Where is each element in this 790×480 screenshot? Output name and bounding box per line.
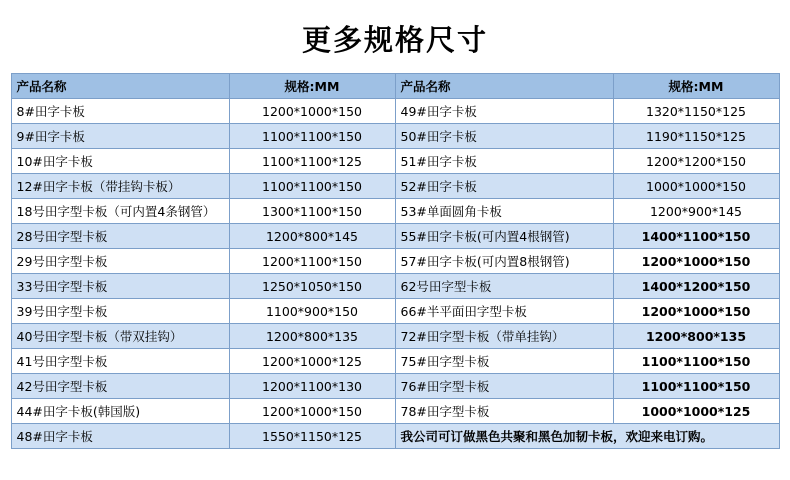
cell-spec: 1100*900*150: [229, 299, 395, 324]
cell-spec: 1100*1100*150: [613, 349, 779, 374]
cell-spec: 1200*1000*150: [229, 399, 395, 424]
cell-product-name: 12#田字卡板（带挂钩卡板）: [11, 174, 229, 199]
cell-spec: 1200*900*145: [613, 199, 779, 224]
cell-spec: 1320*1150*125: [613, 99, 779, 124]
table-row: [11, 174, 779, 199]
cell-product-name: 50#田字卡板: [395, 124, 613, 149]
table-row: [11, 99, 779, 124]
cell-spec: 1400*1200*150: [613, 274, 779, 299]
cell-product-name: 66#半平面田字型卡板: [395, 299, 613, 324]
cell-product-name: 39号田字型卡板: [11, 299, 229, 324]
footer-note: 我公司可订做黑色共聚和黑色加韧卡板，欢迎来电订购。: [395, 424, 779, 449]
cell-spec: 1000*1000*150: [613, 174, 779, 199]
header-spec-left: 规格:MM: [229, 74, 395, 99]
cell-product-name: 78#田字型卡板: [395, 399, 613, 424]
cell-spec: 1000*1000*125: [613, 399, 779, 424]
table-row: [11, 124, 779, 149]
cell-spec: 1200*1000*125: [229, 349, 395, 374]
table-row: [11, 299, 779, 324]
cell-spec: 1300*1100*150: [229, 199, 395, 224]
cell-product-name: 40号田字型卡板（带双挂钩）: [11, 324, 229, 349]
cell-product-name: 8#田字卡板: [11, 99, 229, 124]
cell-product-name: 76#田字型卡板: [395, 374, 613, 399]
cell-product-name: 10#田字卡板: [11, 149, 229, 174]
cell-spec: 1200*1100*150: [229, 249, 395, 274]
cell-spec: 1200*1000*150: [229, 99, 395, 124]
cell-product-name: 62号田字型卡板: [395, 274, 613, 299]
table-row: [11, 149, 779, 174]
cell-spec: 1100*1100*150: [229, 124, 395, 149]
table-row: [11, 249, 779, 274]
table-row: [11, 274, 779, 299]
cell-product-name: 51#田字卡板: [395, 149, 613, 174]
cell-spec: 1200*800*135: [229, 324, 395, 349]
cell-product-name: 18号田字型卡板（可内置4条钢管）: [11, 199, 229, 224]
table-row: [11, 224, 779, 249]
specifications-table: [11, 73, 780, 449]
cell-spec: 1250*1050*150: [229, 274, 395, 299]
cell-spec: 1190*1150*125: [613, 124, 779, 149]
cell-product-name: 44#田字卡板(韩国版): [11, 399, 229, 424]
header-spec-right: 规格:MM: [613, 74, 779, 99]
page-title: 更多规格尺寸: [301, 23, 488, 57]
cell-spec: 1100*1100*150: [229, 174, 395, 199]
cell-product-name: 52#田字卡板: [395, 174, 613, 199]
table-row: [11, 199, 779, 224]
cell-spec: 1200*1000*150: [613, 299, 779, 324]
header-product-name-left: 产品名称: [11, 74, 229, 99]
cell-product-name: 48#田字卡板: [11, 424, 229, 449]
cell-product-name: 9#田字卡板: [11, 124, 229, 149]
cell-product-name: 75#田字型卡板: [395, 349, 613, 374]
cell-product-name: 41号田字型卡板: [11, 349, 229, 374]
cell-spec: 1200*1200*150: [613, 149, 779, 174]
table-row: [11, 399, 779, 424]
cell-product-name: 72#田字型卡板（带单挂钩）: [395, 324, 613, 349]
cell-product-name: 57#田字卡板(可内置8根钢管): [395, 249, 613, 274]
cell-spec: 1550*1150*125: [229, 424, 395, 449]
cell-spec: 1400*1100*150: [613, 224, 779, 249]
table-row: [11, 324, 779, 349]
table-row: [11, 349, 779, 374]
cell-product-name: 55#田字卡板(可内置4根钢管): [395, 224, 613, 249]
cell-spec: 1200*1100*130: [229, 374, 395, 399]
cell-spec: 1200*800*145: [229, 224, 395, 249]
cell-spec: 1200*1000*150: [613, 249, 779, 274]
cell-product-name: 33号田字型卡板: [11, 274, 229, 299]
cell-product-name: 42号田字型卡板: [11, 374, 229, 399]
cell-spec: 1100*1100*125: [229, 149, 395, 174]
cell-product-name: 53#单面圆角卡板: [395, 199, 613, 224]
cell-product-name: 29号田字型卡板: [11, 249, 229, 274]
cell-product-name: 28号田字型卡板: [11, 224, 229, 249]
table-row-footer: [11, 424, 779, 449]
cell-spec: 1100*1100*150: [613, 374, 779, 399]
table-header-row: [11, 74, 779, 99]
header-product-name-right: 产品名称: [395, 74, 613, 99]
cell-product-name: 49#田字卡板: [395, 99, 613, 124]
cell-spec: 1200*800*135: [613, 324, 779, 349]
table-row: [11, 374, 779, 399]
